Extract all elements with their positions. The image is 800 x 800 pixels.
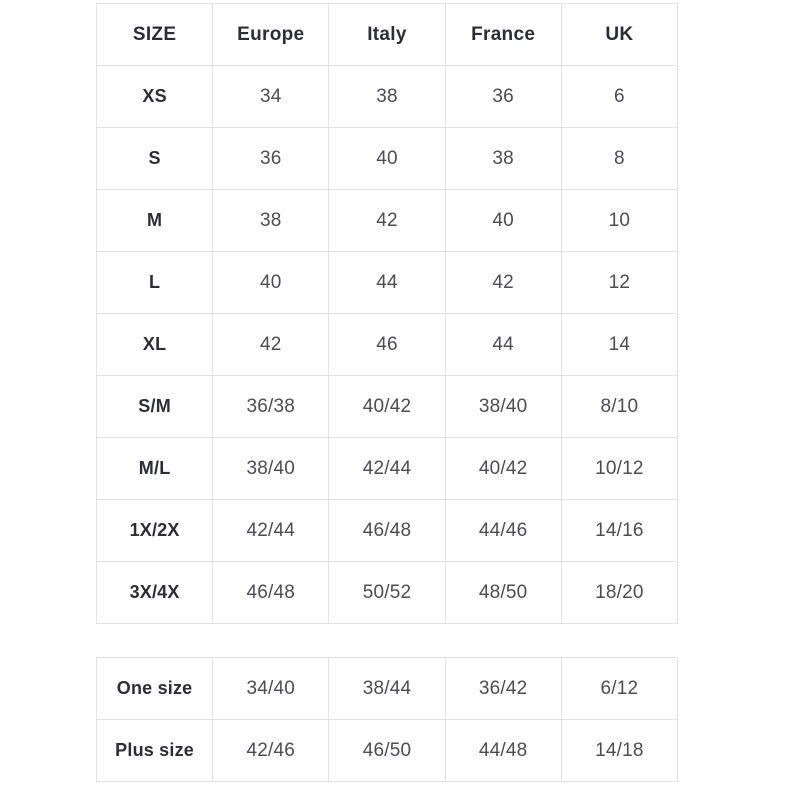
- special-sizes-table-body: [97, 658, 678, 782]
- size-label-cell: S: [97, 128, 213, 190]
- size-value-cell: 8/10: [561, 376, 677, 438]
- size-value-cell: 38/40: [445, 376, 561, 438]
- table-row: [97, 66, 678, 128]
- column-header: Europe: [213, 4, 329, 66]
- size-value-cell: 44/48: [445, 720, 561, 782]
- size-label-cell: One size: [97, 658, 213, 720]
- size-value-cell: 36: [213, 128, 329, 190]
- special-sizes-table: [96, 657, 678, 782]
- size-value-cell: 18/20: [561, 562, 677, 624]
- table-row: [97, 562, 678, 624]
- size-label-cell: 3X/4X: [97, 562, 213, 624]
- size-value-cell: 34: [213, 66, 329, 128]
- table-row: [97, 314, 678, 376]
- size-value-cell: 50/52: [329, 562, 445, 624]
- size-value-cell: 46/50: [329, 720, 445, 782]
- table-row: [97, 720, 678, 782]
- column-header: Italy: [329, 4, 445, 66]
- size-label-cell: S/M: [97, 376, 213, 438]
- table-row: [97, 252, 678, 314]
- size-value-cell: 10/12: [561, 438, 677, 500]
- size-value-cell: 38: [213, 190, 329, 252]
- size-value-cell: 38/40: [213, 438, 329, 500]
- size-label-cell: M/L: [97, 438, 213, 500]
- size-value-cell: 48/50: [445, 562, 561, 624]
- size-value-cell: 42: [329, 190, 445, 252]
- size-value-cell: 14/16: [561, 500, 677, 562]
- size-chart-page: [96, 3, 678, 782]
- size-label-cell: XL: [97, 314, 213, 376]
- size-value-cell: 40: [329, 128, 445, 190]
- size-label-cell: Plus size: [97, 720, 213, 782]
- size-value-cell: 40: [213, 252, 329, 314]
- table-row: [97, 376, 678, 438]
- size-label-cell: XS: [97, 66, 213, 128]
- size-value-cell: 40: [445, 190, 561, 252]
- column-header: SIZE: [97, 4, 213, 66]
- size-value-cell: 38: [445, 128, 561, 190]
- size-value-cell: 46/48: [213, 562, 329, 624]
- size-label-cell: M: [97, 190, 213, 252]
- table-row: [97, 438, 678, 500]
- size-value-cell: 42/44: [329, 438, 445, 500]
- size-value-cell: 38: [329, 66, 445, 128]
- column-header: France: [445, 4, 561, 66]
- header-row: [97, 4, 678, 66]
- size-value-cell: 44: [329, 252, 445, 314]
- size-conversion-table-head: [97, 4, 678, 66]
- size-value-cell: 38/44: [329, 658, 445, 720]
- size-value-cell: 6/12: [561, 658, 677, 720]
- size-value-cell: 36/42: [445, 658, 561, 720]
- size-value-cell: 8: [561, 128, 677, 190]
- size-value-cell: 42/44: [213, 500, 329, 562]
- table-row: [97, 128, 678, 190]
- table-row: [97, 190, 678, 252]
- size-value-cell: 14: [561, 314, 677, 376]
- size-value-cell: 42: [213, 314, 329, 376]
- size-value-cell: 42: [445, 252, 561, 314]
- size-value-cell: 36: [445, 66, 561, 128]
- table-row: [97, 500, 678, 562]
- size-value-cell: 12: [561, 252, 677, 314]
- size-value-cell: 36/38: [213, 376, 329, 438]
- size-value-cell: 40/42: [445, 438, 561, 500]
- size-value-cell: 44/46: [445, 500, 561, 562]
- table-row: [97, 658, 678, 720]
- column-header: UK: [561, 4, 677, 66]
- size-value-cell: 34/40: [213, 658, 329, 720]
- size-value-cell: 6: [561, 66, 677, 128]
- size-value-cell: 10: [561, 190, 677, 252]
- size-label-cell: 1X/2X: [97, 500, 213, 562]
- size-value-cell: 44: [445, 314, 561, 376]
- size-value-cell: 46/48: [329, 500, 445, 562]
- size-value-cell: 40/42: [329, 376, 445, 438]
- size-value-cell: 42/46: [213, 720, 329, 782]
- size-value-cell: 46: [329, 314, 445, 376]
- size-label-cell: L: [97, 252, 213, 314]
- size-value-cell: 14/18: [561, 720, 677, 782]
- size-conversion-table-body: [97, 66, 678, 624]
- size-conversion-table: [96, 3, 678, 624]
